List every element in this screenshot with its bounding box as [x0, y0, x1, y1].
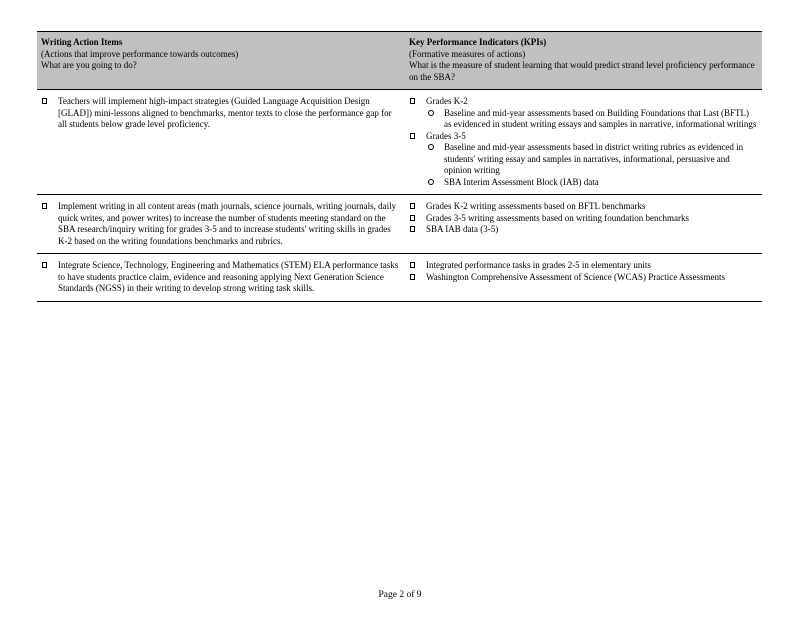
- kpi-label: Washington Comprehensive Assessment of Science (WCAS) Practice Assessments: [426, 271, 725, 282]
- header-action-items: [37, 32, 405, 90]
- table-row: [37, 90, 762, 195]
- header-right-question: What is the measure of student learning that would predict strand level proficiency performance on the SBA?: [409, 60, 755, 82]
- action-text: Integrate Science, Technology, Engineering and Mathematics (STEM) ELA performance tasks to have students practice claim, evidence and reasoning applying Next Generation Science Standards (NGSS) in their writing to develop strong writing task skills.: [58, 260, 399, 293]
- kpi-cell: [405, 195, 762, 254]
- kpi-subitem-text: SBA Interim Assessment Block (IAB) data: [444, 176, 599, 187]
- kpi-label: Grades 3-5 writing assessments based on writing foundation benchmarks: [426, 212, 689, 223]
- kpi-item: [409, 131, 758, 189]
- kpi-subitem-text: Baseline and mid-year assessments based in district writing rubrics as evidenced in students' writing essay and samples in narratives, informational, persuasive and opinion writing: [444, 142, 744, 175]
- bullet-icon: [410, 274, 415, 280]
- kpi-label: Grades K-2 writing assessments based on BFTL benchmarks: [426, 201, 646, 211]
- kpi-subitem-text: Baseline and mid-year assessments based on Building Foundations that Last (BFTL) as evidenced in student writing essays and samples in narrative, informational writings: [444, 107, 757, 129]
- kpi-label: Integrated performance tasks in grades 2-5 in elementary units: [426, 260, 651, 270]
- header-left-question: What are you going to do?: [41, 60, 137, 70]
- bullet-icon: [410, 262, 415, 268]
- action-cell: [37, 195, 405, 254]
- circle-bullet-icon: [428, 179, 434, 185]
- page-number: Page 2 of 9: [378, 590, 422, 600]
- circle-bullet-icon: [428, 110, 434, 116]
- table-row: [37, 254, 762, 302]
- header-right-subtitle: (Formative measures of actions): [409, 48, 526, 59]
- kpi-item: [409, 260, 758, 272]
- action-cell: [37, 254, 405, 302]
- bullet-icon: [410, 98, 415, 104]
- action-item: [41, 201, 401, 247]
- table-row: [37, 195, 762, 254]
- bullet-icon: [410, 215, 415, 221]
- bullet-icon: [410, 203, 415, 209]
- action-item: [41, 260, 401, 295]
- kpi-item: [409, 201, 758, 213]
- bullet-icon: [42, 262, 47, 268]
- header-left-subtitle: (Actions that improve performance towards outcomes): [41, 48, 239, 59]
- kpi-item: [409, 213, 758, 225]
- kpi-subitem: [426, 108, 758, 131]
- action-cell: [37, 90, 405, 195]
- header-right-title: Key Performance Indicators (KPIs): [409, 37, 547, 47]
- action-kpi-table: [37, 31, 762, 302]
- bullet-icon: [42, 98, 47, 104]
- table-header-row: [37, 32, 762, 90]
- kpi-cell: [405, 254, 762, 302]
- kpi-label: SBA IAB data (3-5): [426, 224, 499, 234]
- bullet-icon: [42, 203, 47, 209]
- header-kpis: [405, 32, 762, 90]
- circle-bullet-icon: [428, 144, 434, 150]
- header-left-title: Writing Action Items: [41, 37, 123, 47]
- kpi-item: [409, 96, 758, 131]
- kpi-cell: [405, 90, 762, 195]
- kpi-item: [409, 272, 758, 284]
- kpi-label: Grades K-2: [426, 96, 468, 106]
- kpi-label: Grades 3-5: [426, 130, 466, 141]
- kpi-subitem: [426, 177, 758, 189]
- action-item: [41, 96, 401, 131]
- action-text: Implement writing in all content areas (math journals, science journals, writing journals, daily quick writes, and power writes) to increase the number of students meeting standard on the SBA research/inquiry writing for grades 3-5 and to increase students' writing skills in grades K-2 based on the writing foundations benchmarks and rubrics.: [58, 201, 397, 246]
- bullet-icon: [410, 133, 415, 139]
- bullet-icon: [410, 226, 415, 232]
- action-text: Teachers will implement high-impact strategies (Guided Language Acquisition Design [GLAD]) mini-lessons aligned to benchmarks, mentor texts to close the performance gap for all students below grade level proficiency.: [58, 96, 392, 129]
- kpi-subitem: [426, 142, 758, 177]
- kpi-item: [409, 224, 758, 236]
